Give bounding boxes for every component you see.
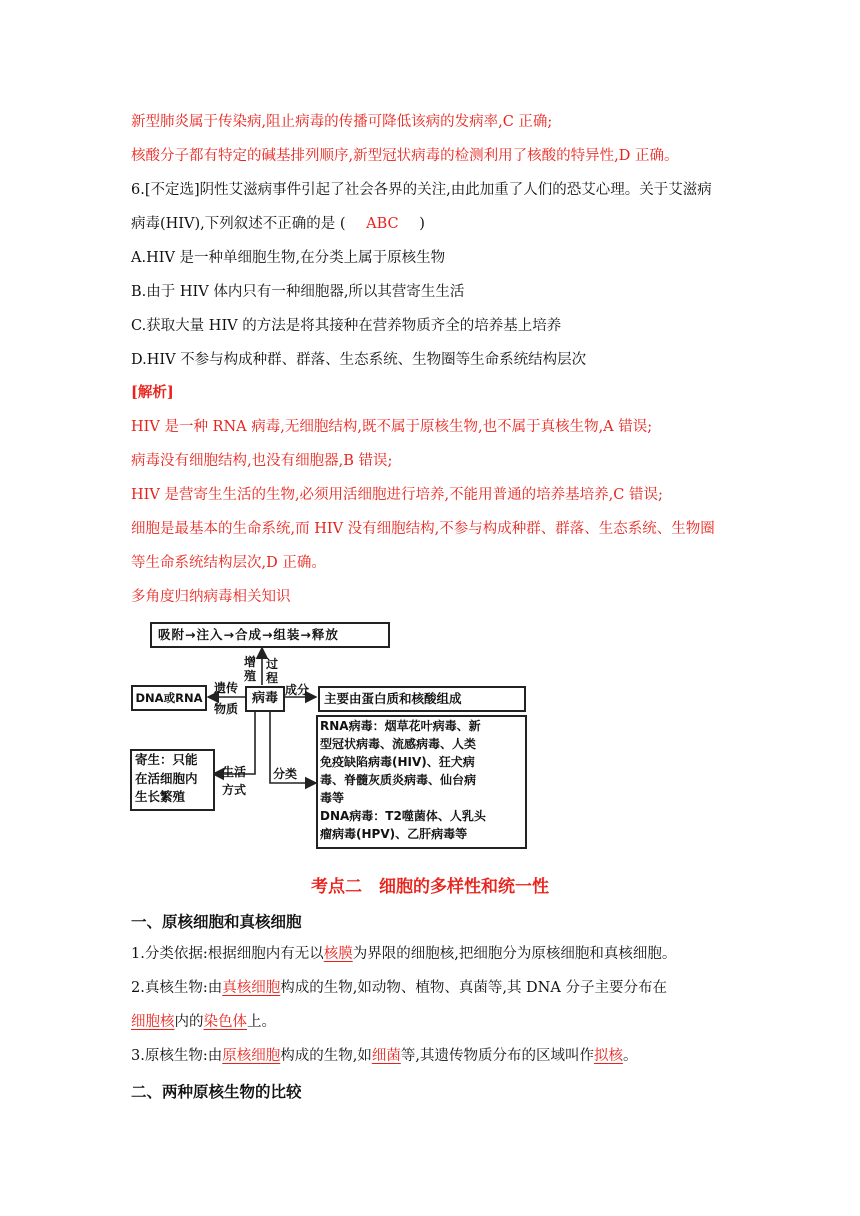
question-6-paren: ) (419, 216, 425, 232)
label-mode: 方式 (222, 783, 247, 797)
blank-answer: 细胞核 (131, 1014, 175, 1030)
parasite-line: 寄生：只能 (135, 752, 198, 767)
heading-two-prokaryotes: 二、两种原核生物的比较 (131, 1082, 302, 1101)
label-genetic: 遗传 (214, 681, 239, 695)
paragraph-2-line1: 2.真核生物:由真核细胞构成的生物,如动物、植物、真菌等,其 DNA 分子主要分布在 (131, 980, 667, 996)
replication-process-box: 吸附→注入→合成→组装→释放 (150, 622, 390, 648)
paragraph-1: 1.分类依据:根据细胞内有无以核膜为界限的细胞核,把细胞分为原核细胞和真核细胞。 (131, 946, 677, 962)
paragraph-2-line2: 细胞核内的染色体上。 (131, 1014, 276, 1030)
classification-line: RNA病毒：烟草花叶病毒、新 (320, 719, 481, 733)
label-material: 物质 (214, 702, 239, 716)
classification-line: 瘤病毒(HPV)、乙肝病毒等 (320, 827, 468, 841)
blank-answer: 染色体 (203, 1014, 247, 1030)
analysis-c: HIV 是营寄生生活的生物,必须用活细胞进行培养,不能用普通的培养基培养,C 错误; (131, 487, 663, 503)
explanation-line-d: 核酸分子都有特定的碱基排列顺序,新型冠状病毒的检测利用了核酸的特异性,D 正确。 (131, 148, 679, 164)
classification-line: 毒等 (320, 791, 345, 805)
blank-answer: 拟核 (593, 1048, 623, 1064)
parasite-line: 生长繁殖 (135, 789, 186, 804)
blank-answer: 核膜 (323, 946, 353, 962)
heading-prokaryote-eukaryote: 一、原核细胞和真核细胞 (131, 912, 302, 931)
classification-line: DNA病毒：T2噬菌体、人乳头 (320, 809, 486, 823)
summary-caption: 多角度归纳病毒相关知识 (131, 589, 291, 605)
question-6-stem: 病毒(HIV),下列叙述不正确的是 ( (131, 216, 346, 232)
analysis-heading: [解析] (131, 384, 174, 401)
parasite-line: 在活细胞内 (135, 770, 198, 786)
composition-box: 主要由蛋白质和核酸组成 (318, 686, 526, 712)
parasite-lifestyle-box (130, 749, 215, 811)
option-a: A.HIV 是一种单细胞生物,在分类上属于原核生物 (131, 250, 446, 266)
option-b: B.由于 HIV 体内只有一种细胞器,所以其营寄生生活 (131, 284, 465, 300)
genetic-material-box: DNA或RNA (131, 685, 207, 711)
label-composition: 成分 (285, 683, 310, 697)
section-title: 考点二 细胞的多样性和统一性 (311, 877, 549, 897)
virus-classification-box (316, 715, 527, 849)
blank-answer: 细菌 (371, 1048, 401, 1064)
option-c: C.获取大量 HIV 的方法是将其接种在营养物质齐全的培养基上培养 (131, 318, 562, 334)
option-d: D.HIV 不参与构成种群、群落、生态系统、生物圈等生命系统结构层次 (131, 352, 587, 368)
label-classification: 分类 (273, 767, 298, 781)
blank-answer: 原核细胞 (222, 1048, 281, 1064)
label-life: 生活 (222, 765, 247, 779)
analysis-d-line2: 等生命系统结构层次,D 正确。 (131, 555, 326, 571)
question-6-line1: 6.[不定选]阴性艾滋病事件引起了社会各界的关注,由此加重了人们的恐艾心理。关于艾滋病 (131, 182, 712, 198)
classification-line: 毒、脊髓灰质炎病毒、仙台病 (320, 773, 477, 787)
analysis-a: HIV 是一种 RNA 病毒,无细胞结构,既不属于原核生物,也不属于真核生物,A 错误; (131, 419, 653, 435)
analysis-b: 病毒没有细胞结构,也没有细胞器,B 错误; (131, 453, 393, 469)
classification-line: 免疫缺陷病毒(HIV)、狂犬病 (320, 755, 475, 769)
virus-center-box: 病毒 (245, 686, 285, 712)
analysis-d-line1: 细胞是最基本的生命系统,而 HIV 没有细胞结构,不参与构成种群、群落、生态系统、生物圈 (131, 521, 715, 537)
explanation-line-c: 新型肺炎属于传染病,阻止病毒的传播可降低该病的发病率,C 正确; (131, 114, 553, 130)
blank-answer: 真核细胞 (222, 980, 281, 996)
label-proliferation: 增 殖 (244, 655, 257, 683)
answer-text: ABC (366, 216, 399, 232)
label-process: 过 程 (266, 657, 279, 685)
classification-line: 型冠状病毒、流感病毒、人类 (320, 737, 477, 751)
paragraph-3: 3.原核生物:由原核细胞构成的生物,如细菌等,其遗传物质分布的区域叫作拟核。 (131, 1048, 638, 1064)
